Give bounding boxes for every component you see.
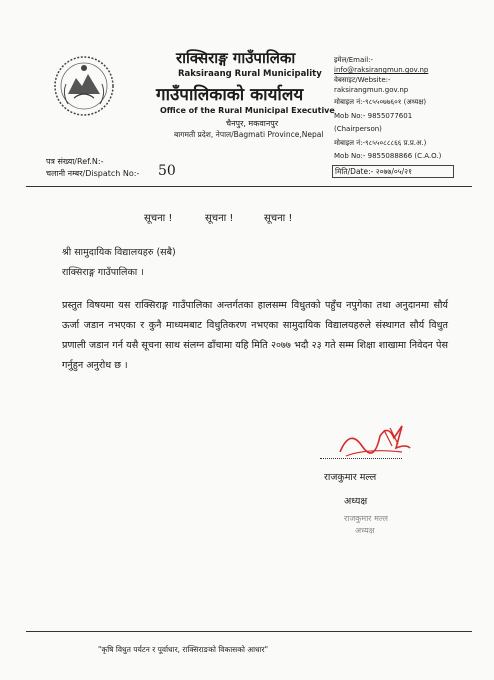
- mobile-cao-np: मोबाइल नं:-९८५५०८८८६६ प्र.प्र.अ.): [334, 139, 427, 147]
- office-province: बागमती प्रदेश, नेपाल/Bagmati Province,Nepal: [174, 130, 324, 139]
- mobile-cao-en: Mob No:- 9855088866 (C.A.O.): [334, 152, 442, 160]
- notice-heading-1: सूचना !: [144, 213, 173, 224]
- recipient-line-1: श्री सामुदायिक विद्यालयहरु (सबै): [62, 247, 176, 258]
- nepal-emblem-icon: [52, 54, 116, 118]
- notice-heading-2: सूचना !: [205, 213, 234, 224]
- mobile-chair-np: मोबाइल नं:-९८५५०७७६०१ (अध्यक्ष): [334, 98, 427, 106]
- email-label: इमेल/Email:-: [334, 56, 374, 64]
- signatory-name: राजकुमार मल्ल: [324, 472, 377, 483]
- stamp-name: राजकुमार मल्ल: [344, 514, 388, 523]
- dispatch-number-label: चलानी नम्बर/Dispatch No:-: [46, 169, 140, 178]
- letter-body: प्रस्तुत विषयमा यस राक्सिराङ्ग गाउँपालिका अन्तर्गतका हालसम्म विधुतको पहुँच नपुगेका तथा अनुदानमा सौर्य ऊर्जा जडान नभएका र कुनै माध्यमबाट विधुतिकरण नभएका सामुदायिक विद्यालयहरुले संस्थागत सौर्य विधुत प्रणाली जडान गर्न यसै सूचना साथ संलग्न ढाँचामा यहि मिति २०७७ भदौ २३ गते सम्म शिक्षा शाखामा निवेदन पेस गर्नुहुन अनुरोध छ ।: [62, 300, 448, 371]
- ref-number-label: पत्र संख्या/Ref.N:-: [46, 157, 104, 166]
- footer-slogan: "कृषि विधुत पर्यटन र पूर्वाधार, राक्सिराङको विकासको आधार": [98, 645, 269, 654]
- recipient-line-2: राक्सिराङ्ग गाउँपालिका ।: [62, 267, 144, 278]
- website-label: वेबसाइट/Website:-: [334, 76, 391, 84]
- signature-icon: [336, 418, 412, 462]
- letter-date: मिति/Date:- २०७७/०५/२१: [332, 165, 454, 178]
- website-link[interactable]: raksirangmun.gov.np: [334, 86, 409, 94]
- office-name-en: Office of the Rural Municipal Executive: [160, 106, 335, 115]
- municipality-name-np: राक्सिराङ्ग गाउँपालिका: [176, 49, 296, 67]
- mobile-chair-role: (Chairperson): [334, 125, 382, 133]
- stamp-title: अध्यक्ष: [355, 526, 375, 535]
- office-place: चैनपुर, मकवानपुर: [226, 119, 279, 128]
- notice-heading-3: सूचना !: [264, 213, 293, 224]
- signatory-title: अध्यक्ष: [344, 496, 368, 507]
- municipality-name-en: Raksiraang Rural Municipality: [178, 69, 322, 79]
- office-name-np: गाउँपालिकाको कार्यालय: [156, 85, 304, 105]
- signature-line: [320, 458, 402, 459]
- footer-divider: [26, 631, 472, 632]
- mobile-chair-en: Mob No:- 9855077601: [334, 112, 413, 120]
- header-divider: [26, 186, 472, 187]
- dispatch-number: 50: [158, 163, 176, 179]
- email-link[interactable]: info@raksirangmun.gov.np: [334, 66, 429, 74]
